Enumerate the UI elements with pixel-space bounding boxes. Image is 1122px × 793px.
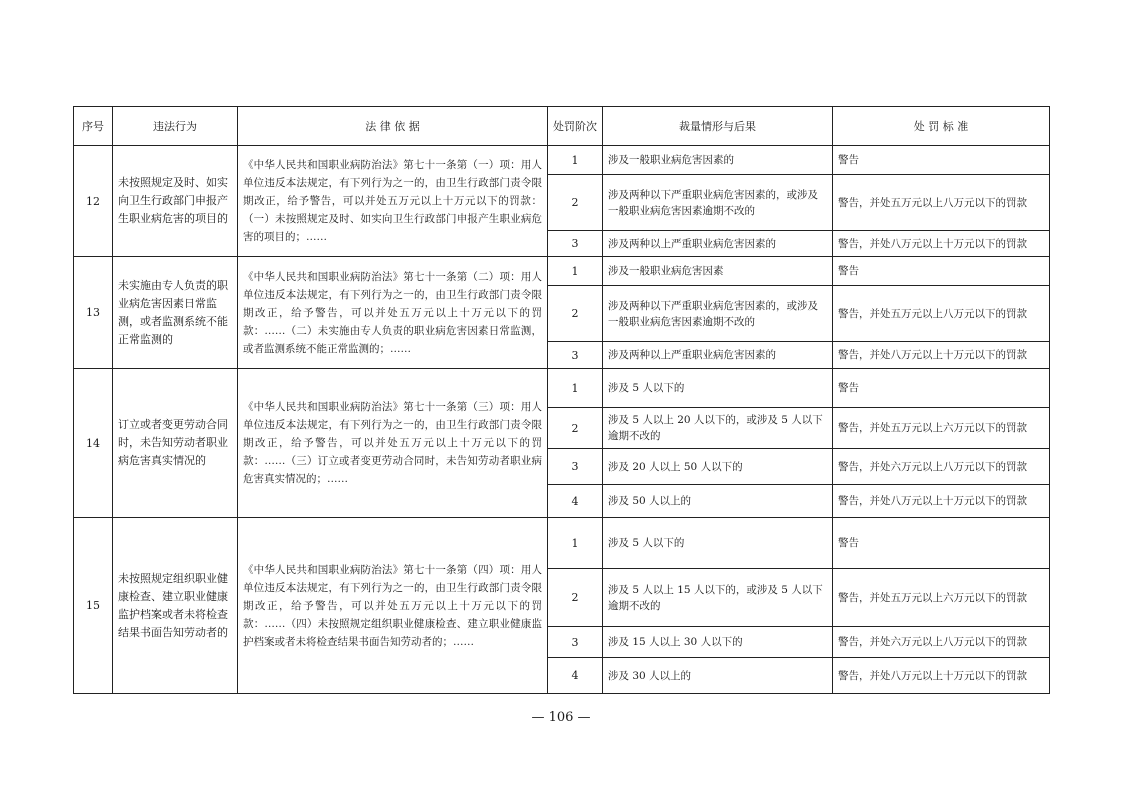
penalty-standard: 警告，并处八万元以上十万元以下的罚款	[833, 485, 1050, 518]
discretion-case: 涉及一般职业病危害因素	[603, 257, 833, 286]
header-case: 裁量情形与后果	[603, 107, 833, 146]
violation-act: 订立或者变更劳动合同时，未告知劳动者职业病危害真实情况的	[113, 369, 238, 518]
penalty-level: 2	[548, 286, 603, 342]
row-number: 12	[74, 146, 113, 257]
header-basis: 法 律 依 据	[238, 107, 548, 146]
discretion-case: 涉及 50 人以上的	[603, 485, 833, 518]
penalty-level: 3	[548, 231, 603, 257]
legal-basis: 《中华人民共和国职业病防治法》第七十一条第（四）项：用人单位违反本法规定，有下列行为之一的，由卫生行政部门责令限期改正，给予警告，可以并处五万元以上十万元以下的罚款：……（四）未按照规定组织职业健康检查、建立职业健康监护档案或者未将检查结果书面告知劳动者的；……	[238, 518, 548, 694]
penalty-level: 1	[548, 257, 603, 286]
row-number: 14	[74, 369, 113, 518]
header-no: 序号	[74, 107, 113, 146]
penalty-standard: 警告	[833, 369, 1050, 408]
legal-basis: 《中华人民共和国职业病防治法》第七十一条第（二）项：用人单位违反本法规定，有下列行为之一的，由卫生行政部门责令限期改正，给予警告，可以并处五万元以上十万元以下的罚款：……（二）未实施由专人负责的职业病危害因素日常监测，或者监测系统不能正常监测的；……	[238, 257, 548, 369]
header-std: 处 罚 标 准	[833, 107, 1050, 146]
penalty-level: 2	[548, 569, 603, 627]
header-act: 违法行为	[113, 107, 238, 146]
penalty-level: 2	[548, 408, 603, 449]
table-row	[74, 146, 1050, 175]
penalty-standard: 警告，并处五万元以上八万元以下的罚款	[833, 286, 1050, 342]
penalty-level: 1	[548, 146, 603, 175]
penalty-standard: 警告，并处五万元以上八万元以下的罚款	[833, 175, 1050, 231]
penalty-table	[73, 106, 1050, 694]
discretion-case: 涉及两种以下严重职业病危害因素的，或涉及一般职业病危害因素逾期不改的	[603, 175, 833, 231]
penalty-standard: 警告，并处五万元以上六万元以下的罚款	[833, 569, 1050, 627]
penalty-level: 3	[548, 627, 603, 658]
penalty-level: 2	[548, 175, 603, 231]
table-row	[74, 257, 1050, 286]
penalty-standard: 警告，并处八万元以上十万元以下的罚款	[833, 658, 1050, 694]
discretion-case: 涉及两种以上严重职业病危害因素的	[603, 342, 833, 369]
penalty-standard: 警告	[833, 146, 1050, 175]
table-row	[74, 369, 1050, 408]
legal-basis: 《中华人民共和国职业病防治法》第七十一条第（三）项：用人单位违反本法规定，有下列行为之一的，由卫生行政部门责令限期改正，给予警告，可以并处五万元以上十万元以下的罚款：……（三）订立或者变更劳动合同时，未告知劳动者职业病危害真实情况的；……	[238, 369, 548, 518]
header-level: 处罚阶次	[548, 107, 603, 146]
discretion-case: 涉及 5 人以上 15 人以下的，或涉及 5 人以下逾期不改的	[603, 569, 833, 627]
legal-basis: 《中华人民共和国职业病防治法》第七十一条第（一）项：用人单位违反本法规定，有下列行为之一的，由卫生行政部门责令限期改正，给予警告，可以并处五万元以上十万元以下的罚款：（一）未按照规定及时、如实向卫生行政部门申报产生职业病危害的项目的；……	[238, 146, 548, 257]
penalty-level: 3	[548, 342, 603, 369]
penalty-level: 1	[548, 518, 603, 569]
row-number: 13	[74, 257, 113, 369]
discretion-case: 涉及两种以下严重职业病危害因素的，或涉及一般职业病危害因素逾期不改的	[603, 286, 833, 342]
violation-act: 未实施由专人负责的职业病危害因素日常监测，或者监测系统不能正常监测的	[113, 257, 238, 369]
discretion-case: 涉及 5 人以下的	[603, 518, 833, 569]
discretion-case: 涉及 15 人以上 30 人以下的	[603, 627, 833, 658]
discretion-case: 涉及 5 人以上 20 人以下的，或涉及 5 人以下逾期不改的	[603, 408, 833, 449]
row-number: 15	[74, 518, 113, 694]
page-number: — 106 —	[531, 710, 591, 725]
discretion-case: 涉及 30 人以上的	[603, 658, 833, 694]
penalty-standard: 警告，并处六万元以上八万元以下的罚款	[833, 627, 1050, 658]
discretion-case: 涉及一般职业病危害因素的	[603, 146, 833, 175]
penalty-level: 4	[548, 658, 603, 694]
discretion-case: 涉及两种以上严重职业病危害因素的	[603, 231, 833, 257]
penalty-level: 4	[548, 485, 603, 518]
penalty-standard: 警告	[833, 257, 1050, 286]
violation-act: 未按照规定及时、如实向卫生行政部门申报产生职业病危害的项目的	[113, 146, 238, 257]
penalty-level: 1	[548, 369, 603, 408]
header-row	[74, 107, 1050, 146]
table-row	[74, 518, 1050, 569]
penalty-standard: 警告，并处五万元以上六万元以下的罚款	[833, 408, 1050, 449]
violation-act: 未按照规定组织职业健康检查、建立职业健康监护档案或者未将检查结果书面告知劳动者的	[113, 518, 238, 694]
penalty-level: 3	[548, 449, 603, 485]
penalty-standard: 警告，并处八万元以上十万元以下的罚款	[833, 231, 1050, 257]
discretion-case: 涉及 5 人以下的	[603, 369, 833, 408]
penalty-standard: 警告，并处八万元以上十万元以下的罚款	[833, 342, 1050, 369]
penalty-standard: 警告，并处六万元以上八万元以下的罚款	[833, 449, 1050, 485]
discretion-case: 涉及 20 人以上 50 人以下的	[603, 449, 833, 485]
penalty-standard: 警告	[833, 518, 1050, 569]
